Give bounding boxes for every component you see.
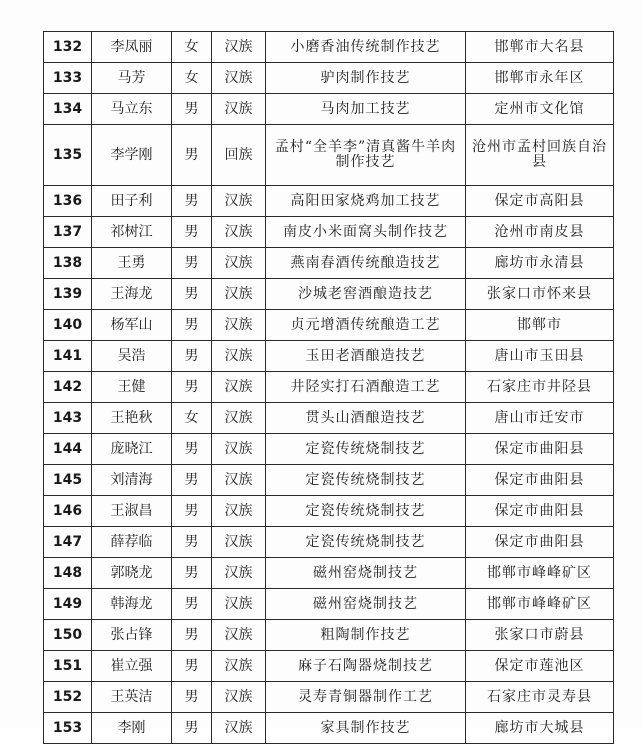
region: 唐山市玉田县 — [466, 341, 614, 372]
gender: 男 — [172, 125, 212, 186]
region: 保定市高阳县 — [466, 186, 614, 217]
ethnicity: 汉族 — [212, 341, 266, 372]
inheritor-name: 杨军山 — [92, 310, 172, 341]
row-number: 135 — [44, 125, 92, 186]
gender: 男 — [172, 372, 212, 403]
gender: 男 — [172, 217, 212, 248]
ethnicity: 汉族 — [212, 620, 266, 651]
inheritor-name: 崔立强 — [92, 651, 172, 682]
region: 廊坊市永清县 — [466, 248, 614, 279]
ethnicity: 汉族 — [212, 63, 266, 94]
table-row — [44, 682, 614, 713]
table-row — [44, 713, 614, 744]
inheritor-name: 薛荐临 — [92, 527, 172, 558]
gender: 男 — [172, 620, 212, 651]
gender: 男 — [172, 713, 212, 744]
project-name: 麻子石陶器烧制技艺 — [266, 651, 466, 682]
ethnicity: 汉族 — [212, 434, 266, 465]
region: 保定市曲阳县 — [466, 465, 614, 496]
gender: 男 — [172, 558, 212, 589]
gender: 男 — [172, 310, 212, 341]
inheritor-name: 韩海龙 — [92, 589, 172, 620]
project-name: 定瓷传统烧制技艺 — [266, 465, 466, 496]
inheritor-name: 王淑昌 — [92, 496, 172, 527]
project-name: 沙城老窖酒酿造技艺 — [266, 279, 466, 310]
gender: 男 — [172, 248, 212, 279]
project-name: 贯头山酒酿造技艺 — [266, 403, 466, 434]
row-number: 142 — [44, 372, 92, 403]
project-name: 南皮小米面窝头制作技艺 — [266, 217, 466, 248]
row-number: 145 — [44, 465, 92, 496]
ethnicity: 汉族 — [212, 465, 266, 496]
row-number: 146 — [44, 496, 92, 527]
table-row — [44, 341, 614, 372]
ethnicity: 汉族 — [212, 403, 266, 434]
table-row — [44, 558, 614, 589]
table-row — [44, 310, 614, 341]
project-name: 孟村“全羊李”清真酱牛羊肉制作技艺 — [266, 125, 466, 186]
gender: 男 — [172, 94, 212, 125]
table-row — [44, 94, 614, 125]
row-number: 140 — [44, 310, 92, 341]
gender: 男 — [172, 527, 212, 558]
region: 唐山市迁安市 — [466, 403, 614, 434]
row-number: 147 — [44, 527, 92, 558]
row-number: 144 — [44, 434, 92, 465]
ethnicity: 汉族 — [212, 186, 266, 217]
ethnicity: 汉族 — [212, 248, 266, 279]
project-name: 磁州窑烧制技艺 — [266, 589, 466, 620]
inheritor-name: 李凤丽 — [92, 32, 172, 63]
inheritor-name: 马芳 — [92, 63, 172, 94]
region: 邯郸市永年区 — [466, 63, 614, 94]
inheritor-name: 马立东 — [92, 94, 172, 125]
project-name: 灵寿青铜器制作工艺 — [266, 682, 466, 713]
region: 石家庄市井陉县 — [466, 372, 614, 403]
ethnicity: 汉族 — [212, 279, 266, 310]
inheritor-roster-table — [43, 31, 614, 744]
inheritor-name: 李学刚 — [92, 125, 172, 186]
region: 邯郸市 — [466, 310, 614, 341]
row-number: 143 — [44, 403, 92, 434]
row-number: 152 — [44, 682, 92, 713]
project-name: 驴肉制作技艺 — [266, 63, 466, 94]
project-name: 粗陶制作技艺 — [266, 620, 466, 651]
gender: 男 — [172, 186, 212, 217]
row-number: 153 — [44, 713, 92, 744]
region: 张家口市怀来县 — [466, 279, 614, 310]
row-number: 136 — [44, 186, 92, 217]
inheritor-name: 张占锋 — [92, 620, 172, 651]
gender: 男 — [172, 651, 212, 682]
inheritor-name: 王勇 — [92, 248, 172, 279]
table-row — [44, 125, 614, 186]
project-name: 定瓷传统烧制技艺 — [266, 496, 466, 527]
region: 定州市文化馆 — [466, 94, 614, 125]
ethnicity: 汉族 — [212, 32, 266, 63]
table-row — [44, 186, 614, 217]
inheritor-name: 李刚 — [92, 713, 172, 744]
gender: 男 — [172, 434, 212, 465]
row-number: 138 — [44, 248, 92, 279]
table-row — [44, 372, 614, 403]
region: 保定市曲阳县 — [466, 527, 614, 558]
inheritor-name: 刘清海 — [92, 465, 172, 496]
row-number: 133 — [44, 63, 92, 94]
inheritor-name: 王艳秋 — [92, 403, 172, 434]
project-name: 燕南春酒传统酿造技艺 — [266, 248, 466, 279]
table-row — [44, 248, 614, 279]
region: 保定市曲阳县 — [466, 496, 614, 527]
table-row — [44, 403, 614, 434]
row-number: 134 — [44, 94, 92, 125]
gender: 女 — [172, 63, 212, 94]
project-name: 贞元增酒传统酿造工艺 — [266, 310, 466, 341]
ethnicity: 汉族 — [212, 372, 266, 403]
project-name: 磁州窑烧制技艺 — [266, 558, 466, 589]
gender: 女 — [172, 403, 212, 434]
row-number: 141 — [44, 341, 92, 372]
table-row — [44, 32, 614, 63]
gender: 男 — [172, 279, 212, 310]
inheritor-name: 王海龙 — [92, 279, 172, 310]
table-row — [44, 465, 614, 496]
ethnicity: 汉族 — [212, 217, 266, 248]
gender: 男 — [172, 496, 212, 527]
ethnicity: 汉族 — [212, 713, 266, 744]
table-row — [44, 651, 614, 682]
inheritor-name: 王英洁 — [92, 682, 172, 713]
ethnicity: 汉族 — [212, 558, 266, 589]
inheritor-name: 郭晓龙 — [92, 558, 172, 589]
project-name: 家具制作技艺 — [266, 713, 466, 744]
gender: 男 — [172, 682, 212, 713]
inheritor-name: 王健 — [92, 372, 172, 403]
gender: 男 — [172, 341, 212, 372]
project-name: 定瓷传统烧制技艺 — [266, 434, 466, 465]
table-row — [44, 620, 614, 651]
row-number: 132 — [44, 32, 92, 63]
ethnicity: 汉族 — [212, 682, 266, 713]
gender: 男 — [172, 589, 212, 620]
project-name: 高阳田家烧鸡加工技艺 — [266, 186, 466, 217]
region: 保定市莲池区 — [466, 651, 614, 682]
region: 张家口市蔚县 — [466, 620, 614, 651]
gender: 女 — [172, 32, 212, 63]
ethnicity: 汉族 — [212, 527, 266, 558]
region: 石家庄市灵寿县 — [466, 682, 614, 713]
region: 沧州市孟村回族自治县 — [466, 125, 614, 186]
region: 邯郸市峰峰矿区 — [466, 589, 614, 620]
region: 沧州市南皮县 — [466, 217, 614, 248]
ethnicity: 回族 — [212, 125, 266, 186]
table-row — [44, 496, 614, 527]
row-number: 149 — [44, 589, 92, 620]
ethnicity: 汉族 — [212, 651, 266, 682]
project-name: 定瓷传统烧制技艺 — [266, 527, 466, 558]
inheritor-name: 田子利 — [92, 186, 172, 217]
table-row — [44, 279, 614, 310]
project-name: 玉田老酒酿造技艺 — [266, 341, 466, 372]
region: 邯郸市大名县 — [466, 32, 614, 63]
inheritor-name: 庞晓江 — [92, 434, 172, 465]
region: 廊坊市大城县 — [466, 713, 614, 744]
table-row — [44, 589, 614, 620]
row-number: 151 — [44, 651, 92, 682]
table-row — [44, 217, 614, 248]
ethnicity: 汉族 — [212, 496, 266, 527]
table-row — [44, 63, 614, 94]
project-name: 马肉加工技艺 — [266, 94, 466, 125]
gender: 男 — [172, 465, 212, 496]
ethnicity: 汉族 — [212, 310, 266, 341]
row-number: 148 — [44, 558, 92, 589]
ethnicity: 汉族 — [212, 589, 266, 620]
project-name: 井陉实打石酒酿造工艺 — [266, 372, 466, 403]
table-row — [44, 434, 614, 465]
row-number: 150 — [44, 620, 92, 651]
project-name: 小磨香油传统制作技艺 — [266, 32, 466, 63]
roster-body — [44, 32, 614, 744]
region: 保定市曲阳县 — [466, 434, 614, 465]
ethnicity: 汉族 — [212, 94, 266, 125]
inheritor-name: 祁树江 — [92, 217, 172, 248]
row-number: 139 — [44, 279, 92, 310]
row-number: 137 — [44, 217, 92, 248]
region: 邯郸市峰峰矿区 — [466, 558, 614, 589]
inheritor-name: 吴浩 — [92, 341, 172, 372]
table-row — [44, 527, 614, 558]
